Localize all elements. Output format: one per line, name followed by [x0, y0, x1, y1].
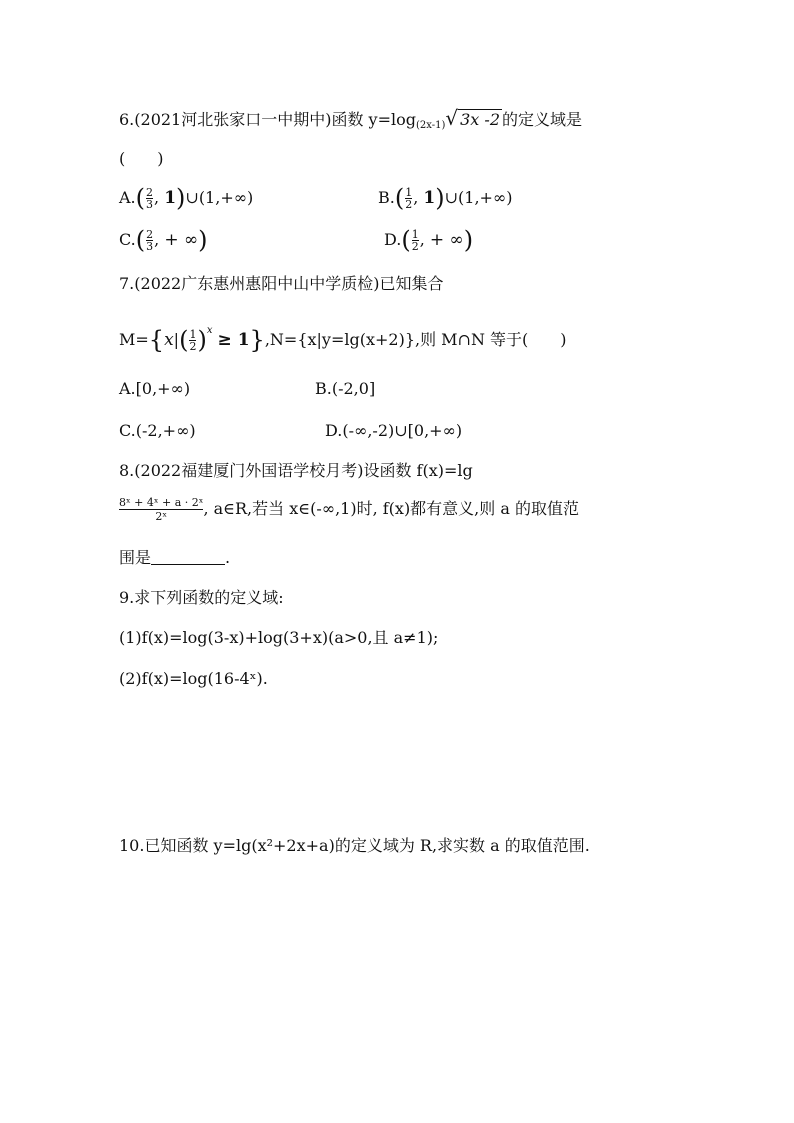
q9-part-1: (1)f(x)=log(3-x)+log(3+x)(a>0,且 a≠1);	[119, 628, 439, 647]
q6-plus-inf: + ∞	[429, 230, 464, 250]
q7-base-frac	[189, 329, 196, 352]
frac-num: 1	[411, 228, 419, 241]
q6-answer-paren: ( )	[119, 149, 164, 168]
frac-num: 2	[146, 228, 154, 241]
q6-option-c-label: C.	[119, 230, 136, 249]
q6-option-b-label: B.	[378, 188, 395, 207]
q6-frac-2-3	[146, 187, 153, 210]
q8-stem: 8.(2022福建厦门外国语学校月考)设函数 f(x)=lg	[119, 461, 473, 480]
q6-frac-1-2	[412, 229, 419, 252]
q8-end-prefix: 围是	[119, 548, 152, 567]
q7-option-b: B.(-2,0]	[315, 379, 376, 398]
frac-num: 1	[189, 328, 197, 341]
q6-stem-suffix: 的定义域是	[502, 110, 583, 129]
q6-radicand: 3x -2	[460, 110, 500, 129]
q7-stem: 7.(2022广东惠州惠阳中山中学质检)已知集合	[119, 274, 444, 293]
q6-frac-2-3	[146, 229, 153, 252]
frac-den: 3	[146, 198, 154, 211]
frac-den: 3	[146, 240, 154, 253]
q6-plus-inf: + ∞	[164, 230, 199, 250]
q8-fraction	[119, 496, 203, 523]
frac-num: 2	[146, 186, 154, 199]
q6-frac-1-2	[405, 187, 412, 210]
q6-one: 1	[164, 188, 177, 208]
q8-end-suffix: .	[225, 548, 231, 567]
q7-n-set: ,N={x|y=lg(x+2)},则 M∩N 等于( )	[264, 330, 567, 349]
q7-option-d: D.(-∞,-2)∪[0,+∞)	[325, 421, 463, 440]
q7-m-prefix: M=	[119, 330, 149, 349]
q6-sqrt: √ 3x -2	[445, 106, 500, 130]
frac-den: 2	[411, 240, 419, 253]
frac-den: 2	[189, 340, 197, 353]
q6-stem-prefix: 6.(2021河北张家口一中期中)函数 y=log	[119, 110, 416, 129]
frac-den: 2	[405, 198, 413, 211]
q6-option-a: A.( $\frac{2}{3}$ , 1)∪(1,+∞)	[119, 184, 254, 212]
q6-option-d: D.( $\frac{1}{2}$ , + ∞)	[384, 226, 474, 254]
q6-log-base: (2x-1)	[416, 120, 446, 131]
q6-option-a-label: A.	[119, 188, 136, 207]
q10-stem: 10.已知函数 y=lg(x²+2x+a)的定义域为 R,求实数 a 的取值范围.	[119, 836, 590, 855]
q6-option-a-rest: ∪(1,+∞)	[185, 188, 254, 207]
q7-ge-one: ≥ 1	[217, 330, 250, 350]
q8-fraction-line	[119, 496, 579, 523]
q6-option-b: B.( $\frac{1}{2}$ , 1)∪(1,+∞)	[378, 184, 513, 212]
q9-part-2: (2)f(x)=log(16-4ˣ).	[119, 669, 268, 688]
q7-option-a: A.[0,+∞)	[119, 379, 191, 398]
q7-option-c: C.(-2,+∞)	[119, 421, 196, 440]
q8-denominator: 2ˣ	[155, 510, 168, 523]
frac-num: 1	[405, 186, 413, 199]
q8-end	[119, 547, 230, 569]
q7-m-var: x	[164, 330, 174, 350]
q9-stem: 9.求下列函数的定义域:	[119, 588, 284, 607]
q7-set-line: M={x|( $\frac{1}{2}$ )$^x$ ≥ 1},N={x|y=lg(x+2)},则 M∩N 等于( )	[119, 325, 567, 354]
answer-blank[interactable]	[151, 550, 225, 565]
q6-one: 1	[423, 188, 436, 208]
q6-option-d-label: D.	[384, 230, 402, 249]
q6-option-b-rest: ∪(1,+∞)	[444, 188, 513, 207]
q6-stem	[119, 107, 582, 137]
q8-continuation: , a∈R,若当 x∈(-∞,1)时, f(x)都有意义,则 a 的取值范	[203, 499, 579, 518]
q7-exponent: x	[206, 325, 213, 336]
q6-option-c: C.( $\frac{2}{3}$ , + ∞)	[119, 226, 208, 254]
q8-numerator: 8ˣ + 4ˣ + a · 2ˣ	[119, 496, 204, 509]
